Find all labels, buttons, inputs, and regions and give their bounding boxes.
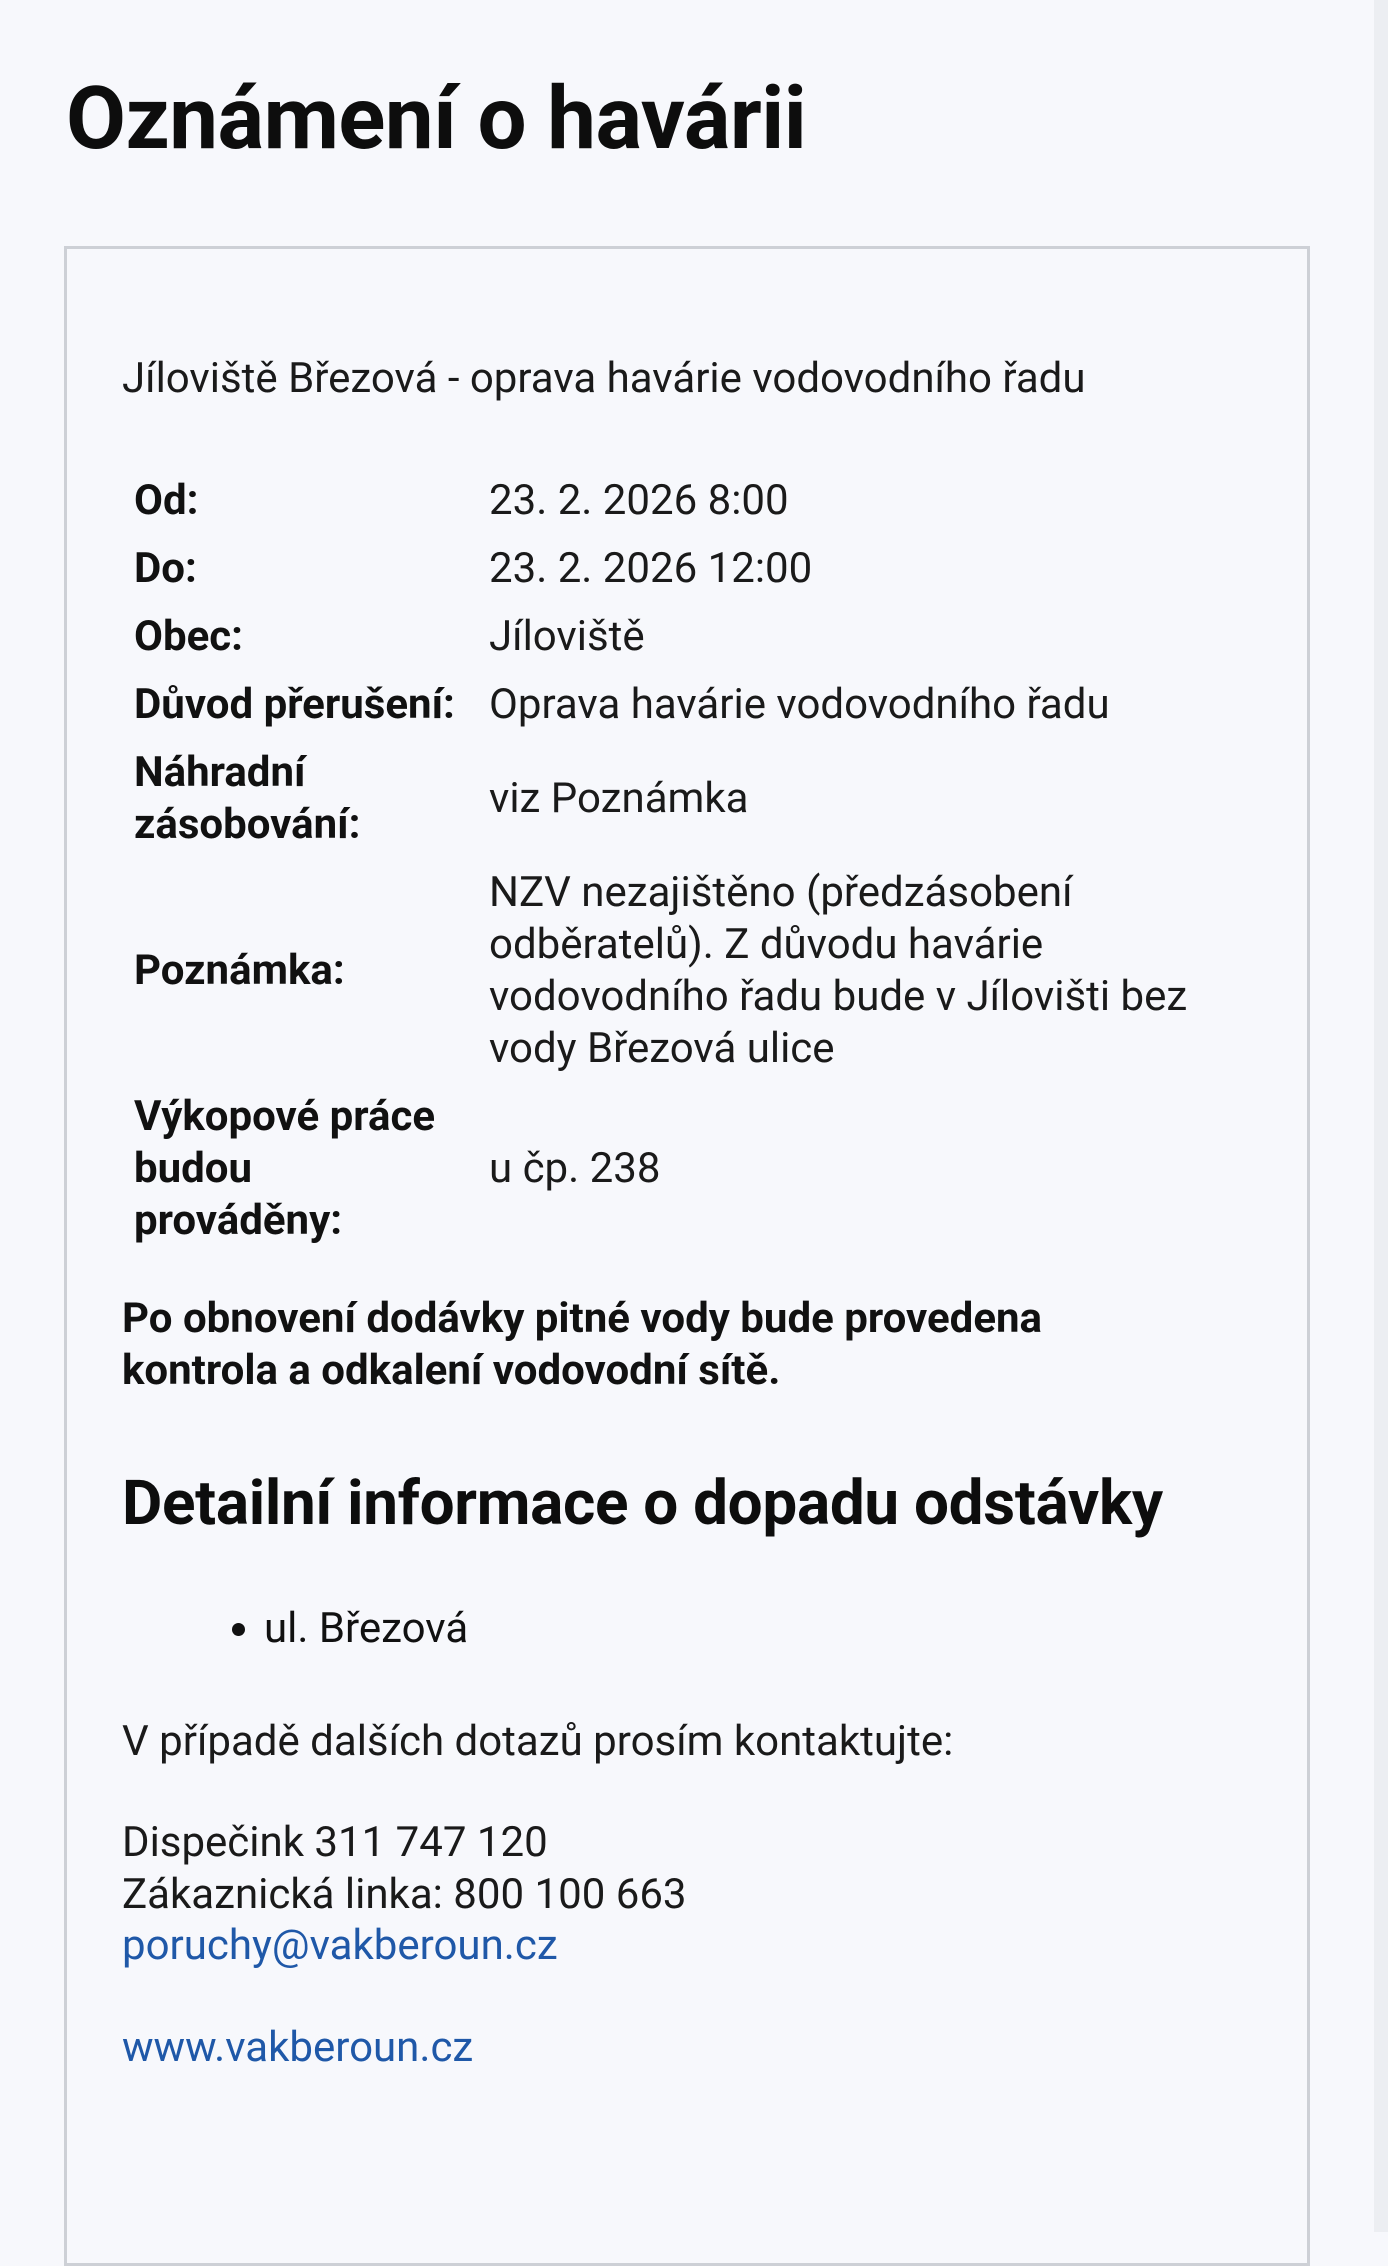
detail-label-od: Od: — [134, 476, 199, 525]
email-link[interactable]: poruchy@vakberoun.cz — [122, 1921, 558, 1970]
detail-row-nahradni — [124, 739, 1229, 859]
website-link[interactable]: www.vakberoun.cz — [122, 2023, 474, 2072]
detail-label-obec: Obec: — [134, 612, 243, 661]
detail-value-nahradni: viz Poznámka — [489, 774, 749, 823]
list-item: • ul. Březová — [264, 1603, 468, 1655]
notice-details-table — [124, 467, 1229, 1255]
detail-label-do: Do: — [134, 544, 197, 593]
notice-subject: Jíloviště Březová - oprava havárie vodovodního řadu — [122, 354, 1086, 403]
page-scrollbar[interactable] — [1374, 0, 1388, 2232]
restoration-note: Po obnovení dodávky pitné vody bude provedena kontrola a odkalení vodovodní sítě. — [122, 1294, 1043, 1395]
detail-value-od: 23. 2. 2026 8:00 — [489, 476, 789, 525]
impact-section-title: Detailní informace o dopadu odstávky — [122, 1467, 1163, 1540]
detail-label-duvod: Důvod přerušení: — [134, 680, 455, 729]
detail-row-poznamka — [124, 859, 1229, 1083]
detail-row-vykopove — [124, 1083, 1229, 1255]
customer-hotline: Zákaznická linka: 800 100 663 — [122, 1870, 687, 1919]
dispatch-phone: Dispečink 311 747 120 — [122, 1818, 548, 1867]
detail-label-nahradni: Náhradní zásobování: — [134, 748, 361, 849]
page-title: Oznámení o havárii — [66, 68, 807, 170]
contact-intro: V případě dalších dotazů prosím kontaktujte: — [122, 1717, 954, 1766]
detail-value-poznamka: NZV nezajištěno (předzásobení odběratelů). Z důvodu havárie vodovodního řadu bude v Jílovišti bez vody Březová ulice — [489, 868, 1188, 1073]
notice-card — [64, 246, 1310, 2266]
affected-streets-list — [234, 1603, 468, 1655]
detail-row-obec — [124, 603, 1229, 671]
detail-label-vykopove: Výkopové práce budou prováděny: — [134, 1092, 436, 1245]
detail-value-vykopove: u čp. 238 — [489, 1144, 661, 1193]
detail-row-do — [124, 535, 1229, 603]
detail-label-poznamka: Poznámka: — [134, 946, 345, 995]
detail-row-duvod — [124, 671, 1229, 739]
detail-value-do: 23. 2. 2026 12:00 — [489, 544, 813, 593]
detail-row-od — [124, 467, 1229, 535]
contact-phones — [122, 1817, 687, 1921]
detail-value-duvod: Oprava havárie vodovodního řadu — [489, 680, 1110, 729]
detail-value-obec: Jíloviště — [489, 612, 645, 661]
